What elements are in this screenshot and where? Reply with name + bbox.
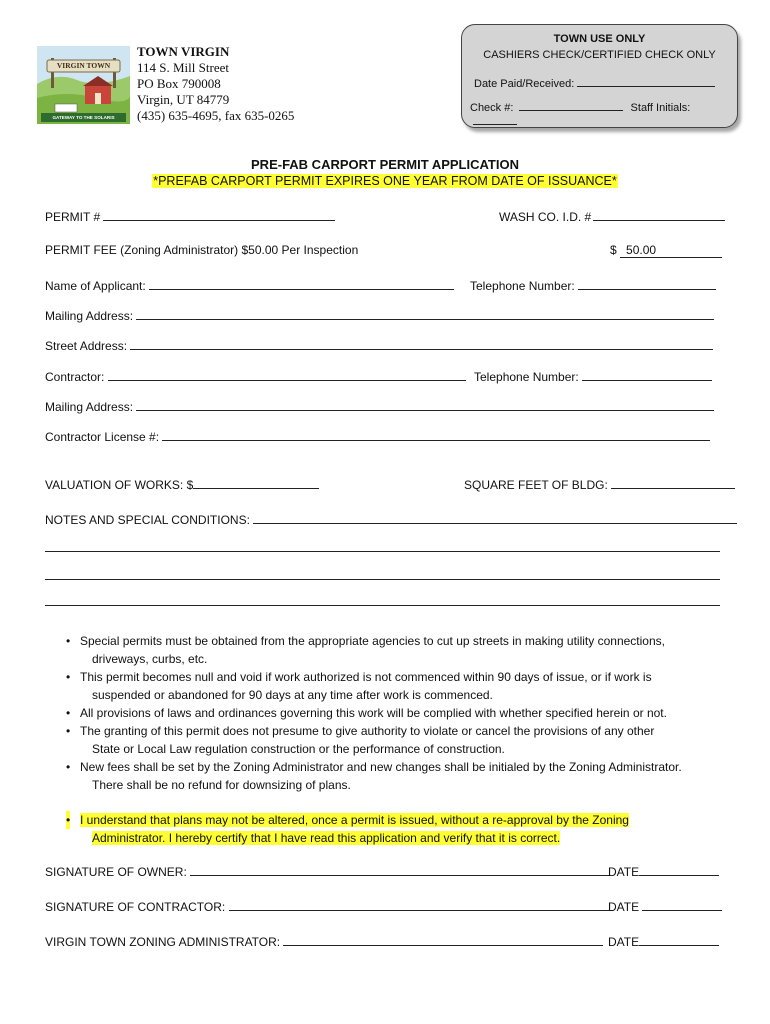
town-pobox: PO Box 790008 <box>137 76 221 91</box>
check-number-line[interactable] <box>519 100 623 111</box>
notes-line-1[interactable] <box>253 512 737 524</box>
certify-text-cont: Administrator. I hereby certify that I have read this application and verify that it is correct. <box>92 831 561 845</box>
owner-signature-line[interactable] <box>190 864 610 876</box>
town-city: Virgin, UT 84779 <box>137 92 230 107</box>
permit-number-label: PERMIT # <box>45 210 101 224</box>
list-item <box>66 811 736 847</box>
staff-initials-label: Staff Initials: <box>630 102 691 114</box>
check-staff-row <box>470 100 737 128</box>
fee-value: 50.00 <box>626 243 657 257</box>
town-phone: (435) 635-4695, fax 635-0265 <box>137 108 295 123</box>
permit-number-line[interactable] <box>103 209 335 221</box>
staff-initials-line[interactable] <box>473 114 517 125</box>
notes-line-4[interactable] <box>45 594 720 606</box>
logo-sign-text: VIRGIN TOWN <box>56 61 111 70</box>
square-feet-field[interactable] <box>464 477 735 492</box>
list-item <box>66 632 736 668</box>
notes-field[interactable] <box>45 512 737 527</box>
zoning-admin-signature-field[interactable] <box>45 934 603 949</box>
owner-date-field[interactable] <box>608 864 719 879</box>
valuation-field[interactable] <box>45 477 319 492</box>
permit-fee-amount <box>610 243 722 258</box>
list-item-text: Special permits must be obtained from the appropriate agencies to cut up streets in making utility connections, <box>80 634 665 648</box>
contractor-date-line[interactable] <box>642 899 722 911</box>
zoning-admin-date-line[interactable] <box>639 934 719 946</box>
zoning-admin-date-field[interactable] <box>608 934 719 949</box>
contractor-license-label: Contractor License #: <box>45 430 160 444</box>
zoning-admin-signature-label: VIRGIN TOWN ZONING ADMINISTRATOR: <box>45 935 281 949</box>
date-paid-label: Date Paid/Received: <box>474 78 575 90</box>
owner-signature-field[interactable] <box>45 864 610 879</box>
list-item-text-cont: State or Local Law regulation construction or the performance of construction. <box>92 742 505 756</box>
list-item <box>66 704 736 722</box>
contractor-mailing-field[interactable] <box>45 399 714 414</box>
contractor-label: Contractor: <box>45 370 105 384</box>
form-subtitle-wrap <box>0 174 770 188</box>
notes-line-2[interactable] <box>45 540 720 552</box>
wash-id-label: WASH CO. I.D. # <box>499 210 592 224</box>
applicant-line[interactable] <box>149 278 454 290</box>
permit-fee-label: PERMIT FEE (Zoning Administrator) $50.00 Per Inspection <box>45 243 359 257</box>
street-address-label: Street Address: <box>45 339 128 353</box>
square-feet-label: SQUARE FEET OF BLDG: <box>464 478 608 492</box>
bullet-icon: • <box>66 634 71 648</box>
owner-date-line[interactable] <box>639 864 719 876</box>
mailing-address-field[interactable] <box>45 308 714 323</box>
zoning-admin-signature-line[interactable] <box>283 934 603 946</box>
wash-id-field[interactable] <box>499 209 725 224</box>
list-item <box>66 668 736 704</box>
owner-date-label: DATE <box>608 865 640 879</box>
bullet-icon: • <box>66 706 71 720</box>
applicant-label: Name of Applicant: <box>45 279 146 293</box>
form-title: PRE-FAB CARPORT PERMIT APPLICATION <box>251 157 519 172</box>
zoning-admin-date-label: DATE <box>608 935 640 949</box>
town-use-subtitle: CASHIERS CHECK/CERTIFIED CHECK ONLY <box>483 49 716 61</box>
town-street: 114 S. Mill Street <box>137 60 229 75</box>
contractor-signature-field[interactable] <box>45 899 613 914</box>
permit-number-field[interactable] <box>45 209 335 224</box>
bullet-icon: • <box>66 724 71 738</box>
contractor-telephone-line[interactable] <box>582 369 712 381</box>
valuation-label: VALUATION OF WORKS: $ <box>45 478 194 492</box>
list-item-text-cont: driveways, curbs, etc. <box>92 652 208 666</box>
town-use-only-box <box>461 24 738 128</box>
owner-signature-label: SIGNATURE OF OWNER: <box>45 865 187 879</box>
form-subtitle: *PREFAB CARPORT PERMIT EXPIRES ONE YEAR FROM DATE OF ISSUANCE* <box>153 174 617 188</box>
date-paid-line[interactable] <box>577 76 715 87</box>
fee-value-line <box>620 243 722 258</box>
notes-label: NOTES AND SPECIAL CONDITIONS: <box>45 513 250 527</box>
town-address <box>137 44 294 124</box>
town-logo <box>37 46 130 124</box>
applicant-telephone-field[interactable] <box>470 278 716 293</box>
conditions-list <box>66 632 736 794</box>
bullet-icon: • <box>66 670 71 684</box>
list-item <box>66 722 736 758</box>
contractor-line[interactable] <box>108 369 466 381</box>
applicant-field[interactable] <box>45 278 454 293</box>
list-item-text: The granting of this permit does not presume to give authority to violate or cancel the provisions of any other <box>80 724 655 738</box>
logo-tagline: GATEWAY TO THE SOLARIS <box>52 115 115 120</box>
bullet-icon: • <box>66 760 71 774</box>
list-item-text-cont: There shall be no refund for downsizing of plans. <box>92 778 351 792</box>
contractor-telephone-label: Telephone Number: <box>474 370 579 384</box>
applicant-telephone-label: Telephone Number: <box>470 279 575 293</box>
contractor-license-line[interactable] <box>162 429 710 441</box>
street-address-field[interactable] <box>45 338 713 353</box>
contractor-mailing-label: Mailing Address: <box>45 400 134 414</box>
town-name: TOWN VIRGIN <box>137 44 230 59</box>
list-item-text: This permit becomes null and void if work authorized is not commenced within 90 days of issue, or if work is <box>80 670 652 684</box>
list-item-text: New fees shall be set by the Zoning Administrator and new changes shall be initialed by the Zoning Administrator. <box>80 760 682 774</box>
contractor-license-field[interactable] <box>45 429 710 444</box>
valuation-line[interactable] <box>193 477 319 489</box>
wash-id-line[interactable] <box>593 209 725 221</box>
certification-statement <box>66 811 736 847</box>
contractor-signature-line[interactable] <box>229 899 613 911</box>
fee-currency: $ <box>610 243 617 257</box>
notes-line-3[interactable] <box>45 568 720 580</box>
contractor-telephone-field[interactable] <box>474 369 712 384</box>
list-item-text-cont: suspended or abandoned for 90 days at any time after work is commenced. <box>92 688 493 702</box>
applicant-telephone-line[interactable] <box>578 278 716 290</box>
square-feet-line[interactable] <box>611 477 735 489</box>
date-paid-field[interactable] <box>474 76 715 90</box>
list-item-text: All provisions of laws and ordinances governing this work will be complied with whether specified herein or not. <box>80 706 667 720</box>
contractor-date-label: DATE <box>608 900 640 914</box>
bullet-icon: • <box>66 813 71 827</box>
certify-text: I understand that plans may not be altered, once a permit is issued, without a re-approval by the Zoning <box>80 813 629 827</box>
list-item <box>66 758 736 794</box>
check-label: Check #: <box>470 102 514 114</box>
contractor-field[interactable] <box>45 369 466 384</box>
mailing-address-line[interactable] <box>136 308 714 320</box>
town-use-title: TOWN USE ONLY <box>553 33 646 45</box>
contractor-signature-label: SIGNATURE OF CONTRACTOR: <box>45 900 226 914</box>
street-address-line[interactable] <box>130 338 713 350</box>
mailing-address-label: Mailing Address: <box>45 309 134 323</box>
contractor-date-field[interactable] <box>608 899 722 914</box>
contractor-mailing-line[interactable] <box>136 399 714 411</box>
